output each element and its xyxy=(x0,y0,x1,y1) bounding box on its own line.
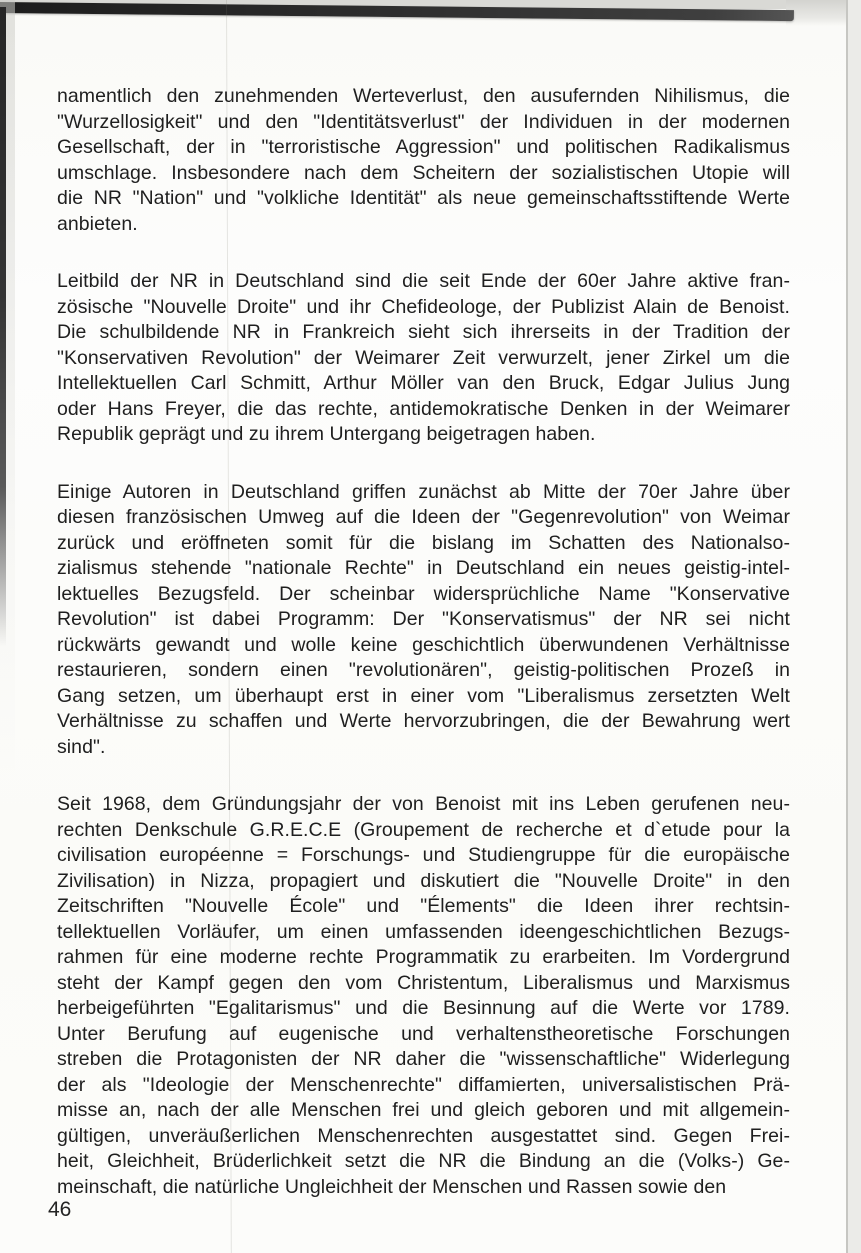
text-line: Intellektuellen Carl Schmitt, Arthur Möller van den Bruck, Edgar Julius Jung xyxy=(57,372,790,394)
text-line: Zeitschriften "Nouvelle École" und "Élements" die Ideen ihrer rechtsin- xyxy=(57,895,790,917)
text-line: "Wurzellosigkeit" und den "Identitätsverlust" der Individuen in der modernen xyxy=(57,110,790,133)
text-line: gültigen, unveräußerlichen Menschenrechten ausgestattet sind. Gegen Frei- xyxy=(57,1124,790,1147)
paragraph xyxy=(57,269,790,448)
text-line: umschlage. Insbesondere nach dem Scheitern der sozialistischen Utopie will xyxy=(57,161,790,184)
text-line: zialismus stehende "nationale Rechte" in Deutschland ein neues geistig-intel- xyxy=(57,557,790,579)
scan-edge-shadow-left xyxy=(0,7,6,647)
text-line: diesen französischen Umweg auf die Ideen der "Gegenrevolution" von Weimar xyxy=(57,506,790,528)
text-line: civilisation européenne = Forschungs- und Studiengruppe für die europäische xyxy=(57,844,790,866)
text-line: Gesellschaft, der in "terroristische Aggression" und politischen Radikalismus xyxy=(57,136,790,158)
text-line: namentlich den zunehmenden Werteverlust, den ausufernden Nihilismus, die xyxy=(57,85,790,107)
text-line: heit, Gleichheit, Brüderlichkeit setzt die NR die Bindung an die (Volks-) Ge- xyxy=(57,1150,790,1172)
page-number: 46 xyxy=(48,1198,72,1221)
text-line: Seit 1968, dem Gründungsjahr der von Benoist mit ins Leben gerufenen neu- xyxy=(57,793,790,815)
text-line: rahmen für eine moderne rechte Programmatik zu erarbeiten. Im Vordergrund xyxy=(57,946,790,968)
body-text xyxy=(57,84,790,1200)
text-line: Revolution" ist dabei Programm: Der "Konservatismus" der NR sei nicht xyxy=(57,608,790,630)
text-line: rückwärts gewandt und wolle keine geschichtlich überwundenen Verhältnisse xyxy=(57,633,790,656)
text-line: Einige Autoren in Deutschland griffen zunächst ab Mitte der 70er Jahre über xyxy=(57,480,790,503)
text-line: Gang setzen, um überhaupt erst in einer vom "Liberalismus zersetzten Welt xyxy=(57,684,790,707)
text-line: Zivilisation) in Nizza, propagiert und diskutiert die "Nouvelle Droite" in den xyxy=(57,869,790,892)
text-line: zösische "Nouvelle Droite" und ihr Chefideologe, der Publizist Alain de Benoist. xyxy=(57,295,790,318)
text-line: der als "Ideologie der Menschenrechte" diffamierten, universalistischen Prä- xyxy=(57,1073,790,1096)
paragraph xyxy=(57,480,790,761)
text-line: Die schulbildende NR in Frankreich sieht sich ihrerseits in der Tradition der xyxy=(57,321,790,343)
text-line: oder Hans Freyer, die das rechte, antidemokratische Denken in der Weimarer xyxy=(57,397,790,420)
paragraph xyxy=(57,792,790,1200)
text-line: rechten Denkschule G.R.E.C.E (Groupement de recherche et d`etude pour la xyxy=(57,818,790,841)
text-line: zurück und eröffneten somit für die bislang im Schatten des Nationalso- xyxy=(57,531,790,554)
text-line: herbeigeführten "Egalitarismus" und die Besinnung auf die Werte vor 1789. xyxy=(57,997,790,1019)
text-line: tellektuellen Vorläufer, um einen umfassenden ideengeschichtlichen Bezugs- xyxy=(57,920,790,943)
text-line: Verhältnisse zu schaffen und Werte hervorzubringen, die der Bewahrung wert xyxy=(57,710,790,732)
text-line: lektuelles Bezugsfeld. Der scheinbar widersprüchliche Name "Konservative xyxy=(57,582,790,605)
text-line: Unter Berufung auf eugenische und verhaltenstheoretische Forschungen xyxy=(57,1022,790,1045)
text-line: sind". xyxy=(57,735,106,758)
text-line: Republik geprägt und zu ihrem Untergang beigetragen haben. xyxy=(57,423,596,445)
text-line: die NR "Nation" und "volkliche Identität" als neue gemeinschaftsstiftende Werte xyxy=(57,187,790,209)
text-line: meinschaft, die natürliche Ungleichheit der Menschen und Rassen sowie den xyxy=(57,1175,727,1198)
text-line: restaurieren, sondern einen "revolutionären", geistig-politischen Prozeß in xyxy=(57,659,790,681)
scan-right-margin-shade xyxy=(848,0,861,1253)
text-line: streben die Protagonisten der NR daher die "wissenschaftliche" Widerlegung xyxy=(57,1048,790,1070)
text-line: steht der Kampf gegen den vom Christentum, Liberalismus und Marxismus xyxy=(57,971,790,994)
text-line: Leitbild der NR in Deutschland sind die seit Ende der 60er Jahre aktive fran- xyxy=(57,270,790,292)
text-line: misse an, nach der alle Menschen frei und gleich geboren und mit allgemein- xyxy=(57,1099,790,1121)
text-line: "Konservativen Revolution" der Weimarer Zeit verwurzelt, jener Zirkel um die xyxy=(57,346,790,369)
text-line: anbieten. xyxy=(57,212,138,235)
paragraph xyxy=(57,84,790,237)
